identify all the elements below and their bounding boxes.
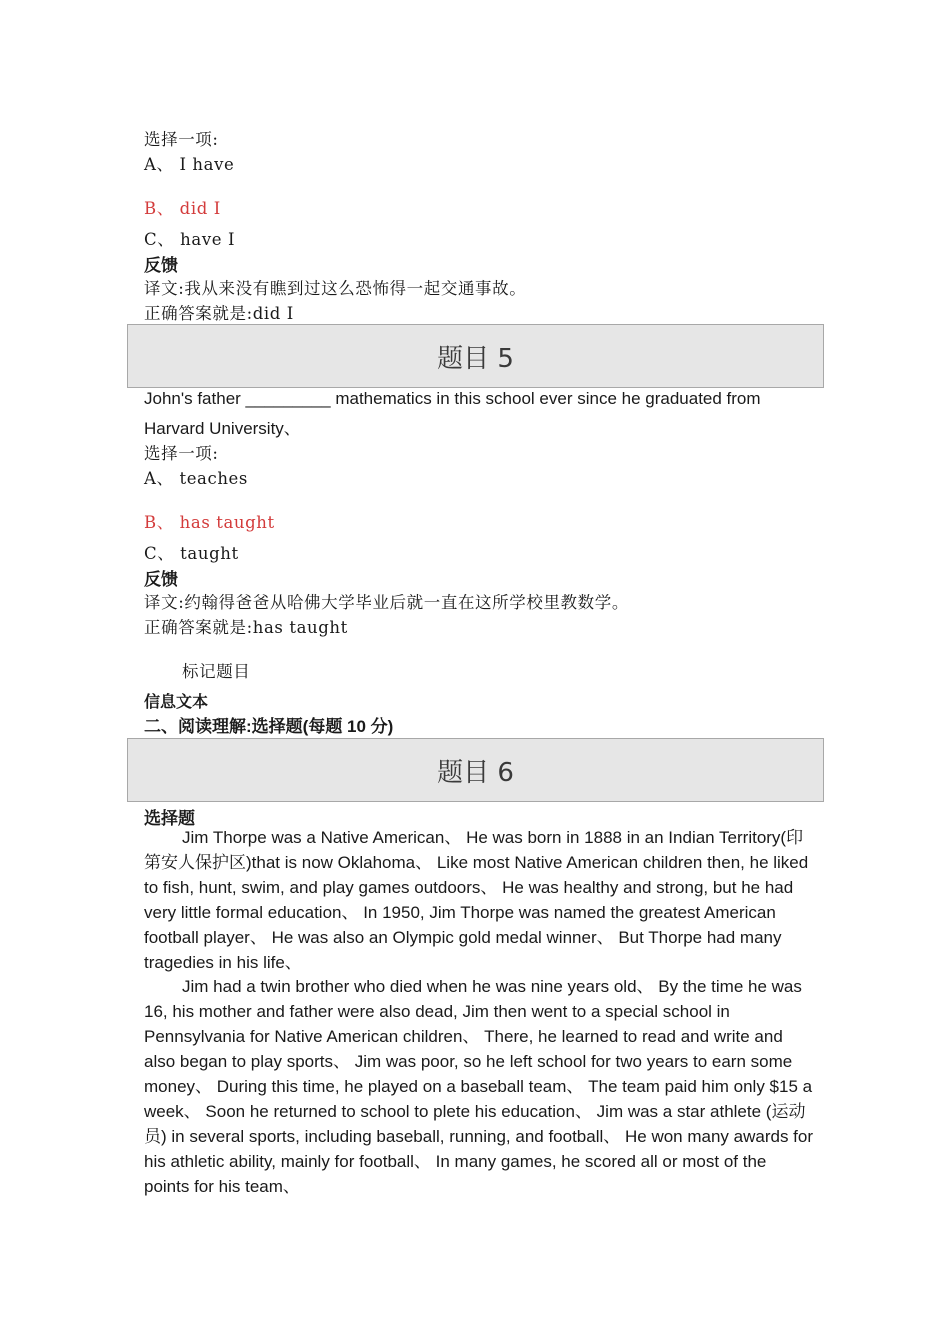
passage-paragraph-1: Jim Thorpe was a Native American、 He was born in 1888 in an Indian Territory(印第安人保护区)that is now Oklahoma、 Like most Native American children then, he liked to fish, hunt, swim, and play games outdoors、 He was healthy and strong, but he had very little formal education、 In 1950, Jim Thorpe was named the greatest American football player、 He was also an Olympic gold medal winner、 But Thorpe had many tragedies in his life、 [144, 828, 809, 972]
q5-title: 题目 5 [437, 343, 514, 374]
q6-type-label: 选择题 [144, 809, 195, 828]
q6-header [127, 738, 824, 802]
q4-translation: 译文:我从来没有瞧到过这么恐怖得一起交通事故。 [144, 279, 527, 298]
q5-stem-line2: Harvard University、 [144, 419, 301, 438]
reading-passage [144, 826, 814, 1200]
info-text-label: 信息文本 [144, 694, 209, 711]
q5-option-c[interactable]: C、 taught [144, 544, 239, 563]
passage-paragraph-2: Jim had a twin brother who died when he was nine years old、 By the time he was 16, his mother and father were also dead, Jim then went to a special school in Pennsylvania for Native American children、 There, he learned to read and write and also began to play sports、 Jim was poor, so he left school for two years to earn some money、 During this time, he played on a baseball team、 The team paid him only $15 a week、 Soon he returned to school to plete his education、 Jim was a star athlete (运动员) in several sports, including baseball, running, and football、 He won many awards for his athletic ability, mainly for football、 In many games, he scored all or most of the points for his team、 [144, 977, 814, 1196]
q4-option-a[interactable]: A、 I have [144, 155, 235, 174]
section-heading: 二、阅读理解:选择题(每题 10 分) [144, 717, 394, 736]
q5-option-a[interactable]: A、 teaches [144, 469, 248, 488]
q5-prompt: 选择一项: [144, 444, 219, 463]
q5-feedback-label: 反馈 [144, 570, 178, 589]
q5-correct-answer: 正确答案就是:has taught [144, 618, 348, 637]
q4-prompt: 选择一项: [144, 130, 219, 149]
q5-translation: 译文:约翰得爸爸从哈佛大学毕业后就一直在这所学校里教数学。 [144, 593, 629, 612]
q6-title: 题目 6 [437, 757, 514, 788]
q4-feedback-label: 反馈 [144, 256, 178, 275]
q5-header [127, 324, 824, 388]
q4-correct-answer: 正确答案就是:did I [144, 304, 294, 323]
q5-option-b-correct[interactable]: B、 has taught [144, 513, 275, 532]
q4-option-b-correct[interactable]: B、 did I [144, 199, 221, 218]
q5-stem-line1: John's father _________ mathematics in this school ever since he graduated from [144, 389, 761, 408]
flag-question-link[interactable]: 标记题目 [182, 662, 251, 681]
q4-option-c[interactable]: C、 have I [144, 230, 236, 249]
